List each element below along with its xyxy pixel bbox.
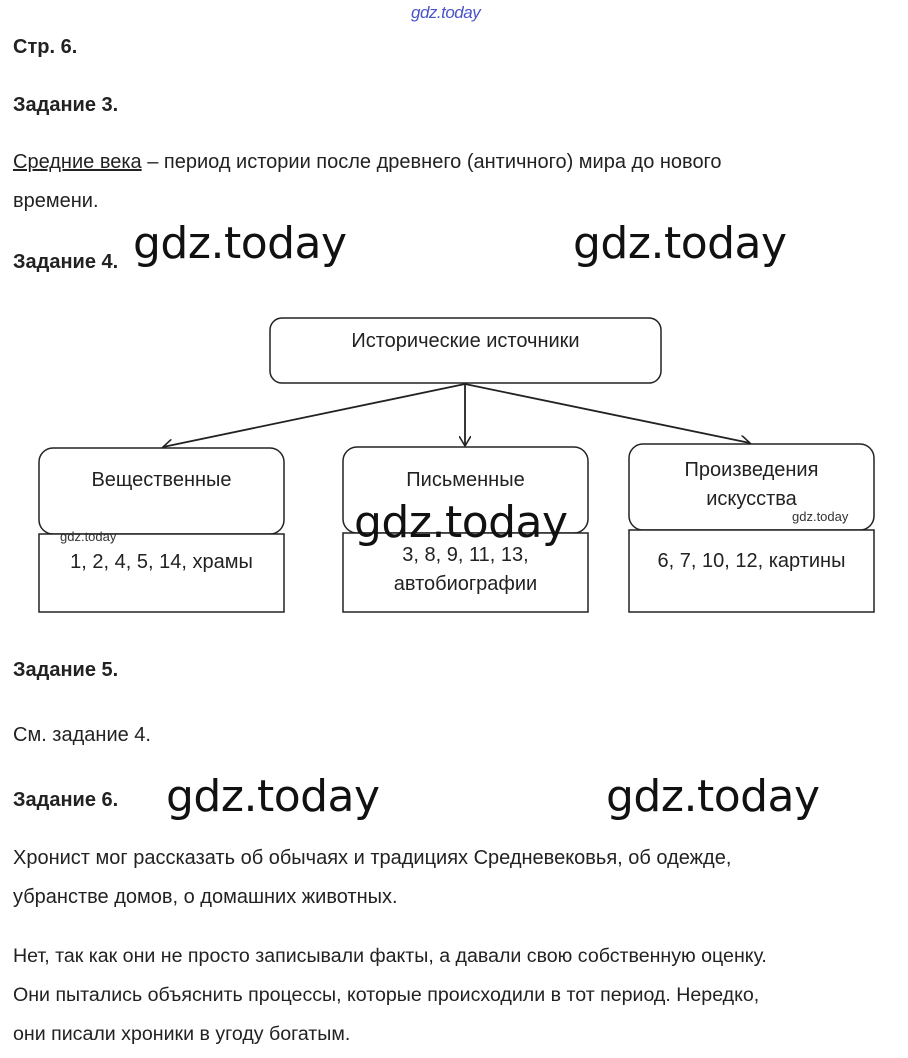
root-label: Исторические источники bbox=[351, 330, 580, 352]
task6-heading: Задание 6. bbox=[13, 789, 119, 811]
task5-text: См. задание 4. bbox=[13, 724, 151, 746]
task6-paragraph-2 bbox=[13, 937, 767, 1054]
watermark: gdz.today bbox=[166, 771, 380, 822]
branch-label-written: Письменные bbox=[406, 469, 525, 491]
task3-term: Средние века bbox=[13, 151, 142, 173]
page-number: Стр. 6. bbox=[13, 36, 78, 58]
task5-heading: Задание 5. bbox=[13, 659, 119, 681]
items-material: 1, 2, 4, 5, 14, храмы bbox=[70, 551, 253, 573]
task6-p2-line2: Они пытались объяснить процессы, которые происходили в тот период. Нередко, bbox=[13, 984, 760, 1006]
items-art: 6, 7, 10, 12, картины bbox=[657, 550, 846, 572]
items-written bbox=[343, 541, 588, 599]
items-written-line1: 3, 8, 9, 11, 13, bbox=[402, 544, 529, 566]
watermark: gdz.today bbox=[133, 218, 347, 269]
items-written-line2: автобиографии bbox=[393, 573, 538, 595]
branch-label-art-line1: Произведения bbox=[684, 459, 819, 481]
task6-p2-line1: Нет, так как они не просто записывали факты, а давали свою собственную оценку. bbox=[13, 945, 767, 967]
task6-p1-line2: убранстве домов, о домашних животных. bbox=[13, 886, 398, 908]
watermark-top: gdz.today bbox=[411, 3, 481, 22]
watermark-small: gdz.today bbox=[792, 509, 849, 524]
arrow-right bbox=[465, 384, 750, 443]
watermark: gdz.today bbox=[573, 218, 787, 269]
watermark-small: gdz.today bbox=[60, 529, 117, 544]
watermark: gdz.today bbox=[354, 497, 568, 548]
branch-label-material: Вещественные bbox=[91, 469, 232, 491]
task6-paragraph-1 bbox=[13, 839, 731, 917]
task6-p2-line3: они писали хроники в угоду богатым. bbox=[13, 1023, 351, 1045]
task3-heading: Задание 3. bbox=[13, 94, 119, 116]
task4-heading: Задание 4. bbox=[13, 251, 119, 273]
branch-label-art-line2: искусства bbox=[706, 488, 797, 510]
task6-p1-line1: Хронист мог рассказать об обычаях и традициях Средневековья, об одежде, bbox=[13, 847, 732, 869]
watermark: gdz.today bbox=[606, 771, 820, 822]
task3-definition-line1: – период истории после древнего (античного) мира до нового bbox=[141, 151, 722, 173]
branch-label-art bbox=[629, 456, 874, 514]
arrow-left bbox=[163, 384, 465, 447]
task3-definition-line2: времени. bbox=[13, 190, 99, 212]
